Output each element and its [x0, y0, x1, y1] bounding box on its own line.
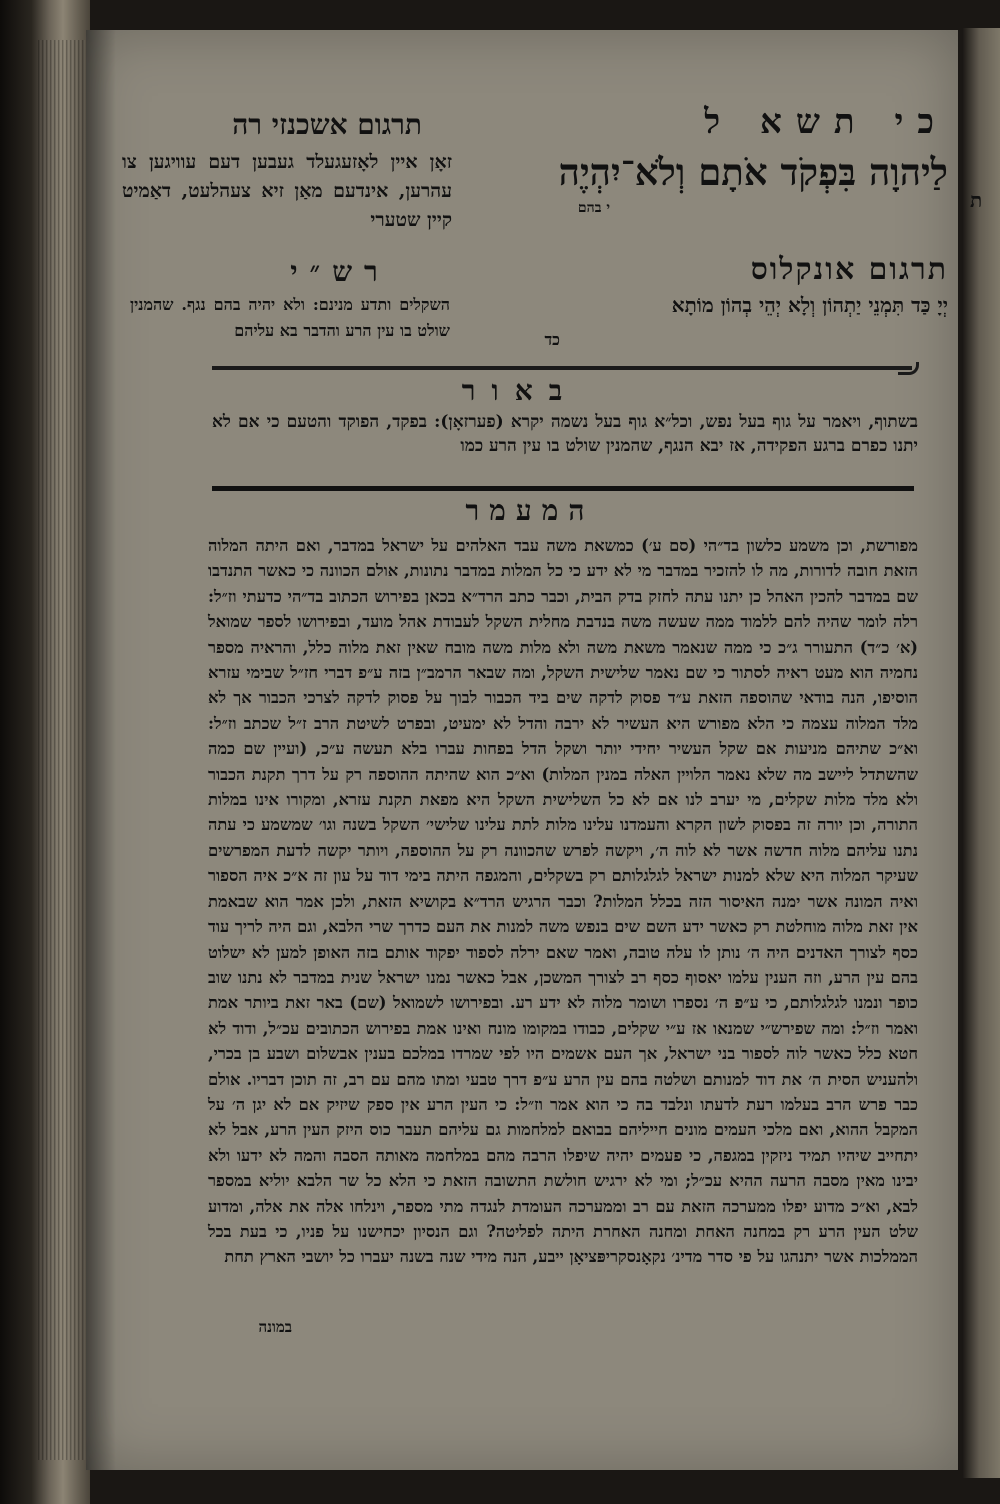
onkelos-catchword: כד: [544, 330, 560, 349]
verse-text: לַיהוָה בִּפְקֹד אֹתָם וְלֹא־יִהְיֶה: [558, 150, 948, 194]
page-edge-texture: [38, 40, 88, 1460]
meamar-essay: מפורשת, וכן משמע כלשון בד״הי (סם ע׳) כמשאת משה עבד האלהים על ישראל במדבר, ואם היתה המלוה הזאת חובה לדורות, מה לו להזכיר במדבר מי לא ידע כי כל המלות במדבר נתונות, אולם הכוונה כי כאשר התנדבו שם במדבר להכין האהל כן יתנו עתה לחזק בדק הבית, וכבר כתב הרד״א בכאן בפירוש הכתוב בד״הי כדעתי וז״ל: רלה לומר שהיה להם ללמוד ממה שעשה משה בנדבת מחלית השקל לעבודת אהל מועד, ובפירושו לספר שמואל (א׳ כ״ד) התעורר ג״כ כי ממה שנאמר משאת משה ולא מלות משה מובח שאין זאת מלוה כלל, והראיה מספר נחמיה הוא מעט ראיה לסתור כי שם נאמר שלישית השקל, ומה שבאר הרמב״ן בזה ע״פ דברי חז״ל שבימי עזרא הוסיפו, הנה בודאי שהוספה הזאת ע״ד פסוק לדקה שים ביד הכבור לבוך על פסוק לדקה לצרכי הכבור אך לא מלד המלוה עצמה כי הלא מפורש היא העשיר לא ירבה והדל לא ימעיט, ובפרט לשיטת הרב ז״ל שכתב וז״ל: וא״כ שתיהם מניעות אם שקל העשיר יחידי יותר ושקל הדל בפחות עברו בלא תעשה ע״כ, (ועיין שם כמה שהשתדל ליישב מה שלא נאמר הלויין האלה במנין המלות) וא״כ הוא שהיתה ההוספה רק על דרך תקנת הכבור ולא מלד מלות שקלים, מי יערב לנו אם לא כל השלישית השקל היא מפאת תקנת עזרא, ומקורו אינו במלות התורה, וכן יורה זה בפסוק לשון הקרא והעמדנו עלינו מלות לתת עלינו שלישי׳ השקל בשנה וגו׳ שמשמע כי עתה נתנו עליהם מלוה חדשה אשר לא לוה ה׳, ויקשה לפרש שהכוונה רק על ההוספה, ויותר יקשה לדעת המפרשים שעיקר המלוה היא שלא למנות ישראל לגלגלותם רק בשקלים, והמגפה היתה בימי דוד על עון זה א״כ איה הספור ואיה המונה אשר ימנה האיסור הזה בכלל המלות? וכבר הרגיש הרד״א בקושיא הזאת, ולכן אמר הוא שבאמת אין זאת מלוה מוחלטת רק כאשר ידע השם שים בנפש משה למנות את העם כדרך שרי הלבא, וגם היה לריך עוד כסף לצורך האדנים היה ה׳ נותן לו עלה טובה, ואמר שאם ירלה לספוד יפקוד אותם בזה האופן למען לא ישלוט בהם עין הרע, וזה הענין עלמו יאסוף כסף רב לצורך המשכן, אבל כאשר נמנו ישראל שנית במדבר לא נתנו שוב כופר ונמנו לגלגלותם, כי ע״פ ה׳ נספרו ושומר מלוה לא ידע רע. ובפירושו לשמואל (שם) באר זאת ביותר אמת ואמר וז״ל: ומה שפירש״י שמנאו אז ע״י שקלים, כבודו במקומו מונח ואינו אמת בפירוש הכתובים עכ״ל, ודוד לא חטא כלל כאשר לוה לספור בני ישראל, אך העם אשמים היו לפי שמרדו במלכם בענין אבשלום ושבע בן בכרי, ולהעניש הסית ה׳ את דוד למנותם ושלטה בהם עין הרע ע״פ דרך טבעי ומתו מהם עם רב, זה תוכן דבריו. אולם כבר פרש הרב בעלמו רעת לדעתו ונלבד בה כי הוא אמר וז״ל: כי העין הרע אין ספק שיזיק אם לא יגן ה׳ על המקבל ההוא, ואם מלכי העמים מונים חייליהם בבואם למלחמות גם עליהם תעבר כוס היזק העין הרע, אבל לא יתחייב שיהיו תמיד ניזקין במגפה, כי פעמים יהיה שיפלו הרבה מהם במלחמה מאותה הסבה והמה לא ידעו ולא יבינו מאין מסבה הרעה ההיא עכ״ל; ומי לא ירגיש חולשת התשובה הזאת כי הלא כל שר הלבא יוליא במספר לבא, וא״כ מדוע יפלו ממערכה הזאת עם רב וממערכה העומדת לנגדה מתי מספר, וינלחו אלה את אלה, ומדוע שלט העין הרע רק במחנה האחת ומחנה האחרת היתה לפליטה? וגם הנסיון יכחישנו על פניו, כי בעת בכל הממלכות אשר יתנהגו על פי סדר מדינ׳ נקאָנסקריפּציאָן ייבע, הנה מידי שנה בשנה יעברו כל יושבי הארץ תחת: [208, 536, 918, 1267]
rashi-title: רש״י: [290, 255, 390, 288]
facing-page-text: ת: [970, 188, 983, 212]
yiddish-translation: זאָן איין לאָזעגעלד געבען דעם עוויגען צו עהרען, אינדעם מאַן זיא צעהלעט, דאַמיט קיין שטערי: [122, 151, 452, 231]
running-header-parasha: כי תשא ל: [704, 102, 948, 142]
facing-page-sliver: [962, 28, 1000, 1478]
running-header-targum: תרגום אשכנזי רה: [232, 108, 422, 141]
page-catchword: במונה: [258, 1318, 292, 1336]
section-divider-rule: [212, 366, 912, 370]
onkelos-text: יְיָ כַּד תִּמְנֵי יַתְהוֹן וְלָא יְהֵי בְהוֹן מוֹתָא: [671, 293, 948, 317]
verse-catchword: י בהם: [577, 200, 610, 216]
onkelos-title: תרגום אונקלוס: [750, 252, 948, 287]
meamar-title: המעמר: [465, 494, 595, 527]
biur-title: באור: [461, 374, 579, 407]
gutter-shadow: [86, 30, 116, 1470]
section-divider-thick-rule: [212, 486, 914, 491]
rashi-commentary: השקלים ותדע מנינם: ולא יהיה בהם נגף. שהמנין שולט בו עין הרע והדבר בא עליהם: [130, 295, 450, 340]
biur-commentary: בשתוף, ויאמר על גוף בעל נפש, וכל״א גוף בעל נשמה יקרא (פערזאָן): בפקד, הפוקד והטעם כי אם לא יתנו כפרם ברגע הפקידה, אז יבא הנגף, שהמנין שולט בו עין הרע כמו: [212, 412, 918, 456]
